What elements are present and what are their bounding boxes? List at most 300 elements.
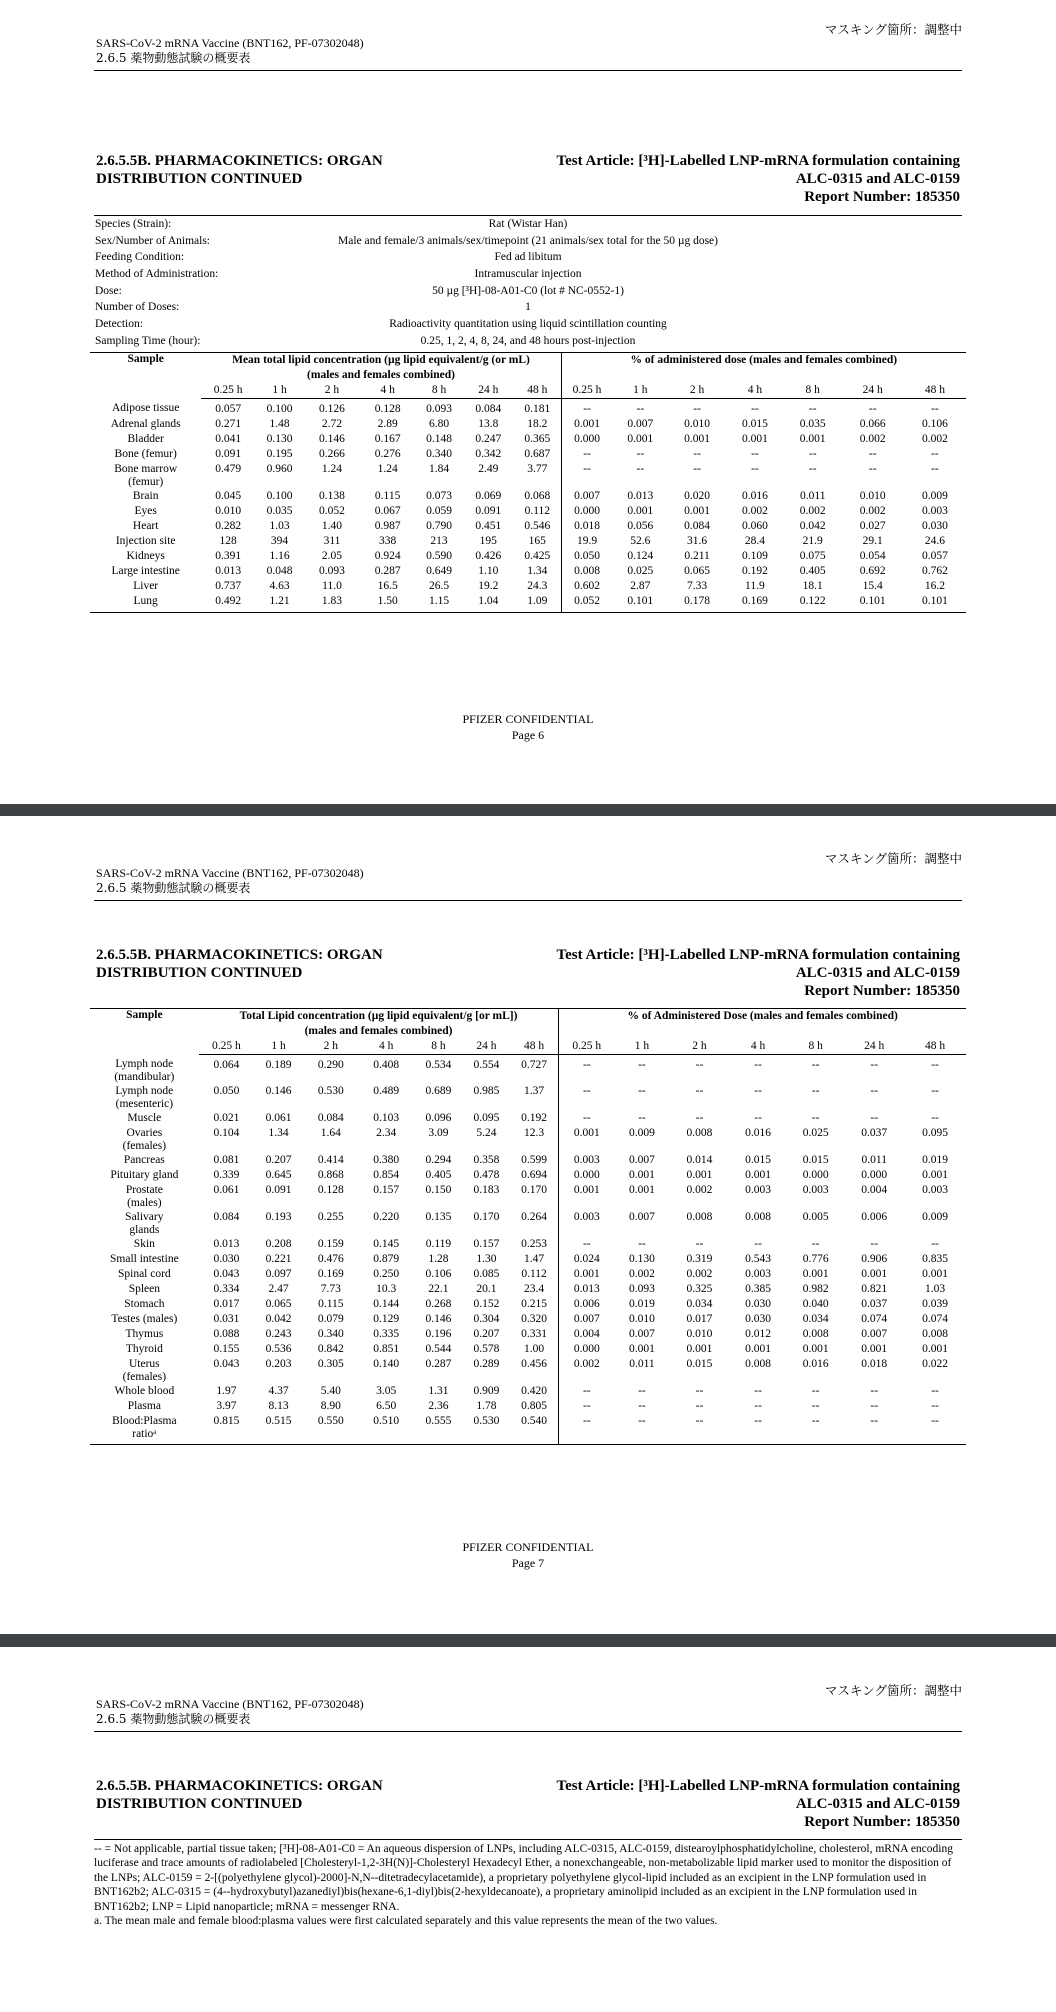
dose-percent-value: 1.03 — [924, 1282, 946, 1295]
section-title — [96, 152, 383, 188]
concentration-value: 0.276 — [374, 448, 401, 460]
table-row — [90, 1399, 966, 1414]
concentration-value: 0.530 — [463, 1414, 510, 1445]
dose-percent-value: 0.057 — [921, 550, 948, 562]
time-header: 48 h — [514, 383, 561, 399]
time-header: 48 h — [510, 1039, 559, 1055]
sample-name-line: Whole blood — [114, 1384, 175, 1397]
header-rule — [94, 1731, 962, 1732]
dose-percent-value: 0.015 — [745, 1153, 772, 1166]
concentration-value: 0.289 — [473, 1357, 500, 1370]
sample-name — [90, 1210, 199, 1237]
dose-percent-value: 0.001 — [627, 433, 654, 445]
section-title-line1: 2.6.5.5B. PHARMACOKINETICS: ORGAN — [96, 153, 383, 169]
sample-name — [90, 462, 201, 489]
concentration-value: 1.97 — [216, 1384, 237, 1397]
dose-percent-value: -- — [754, 1384, 762, 1397]
sample-name-line: (males) — [127, 1196, 162, 1209]
table-row — [90, 1327, 966, 1342]
concentration-value: 0.420 — [521, 1384, 547, 1397]
time-header: 24 h — [463, 383, 514, 399]
table-row — [90, 399, 966, 418]
dose-percent-value: 0.178 — [668, 594, 726, 613]
dose-percent-value: -- — [754, 1111, 762, 1124]
column-header-sample: Sample — [90, 353, 201, 399]
sample-name-line: Injection site — [115, 535, 176, 547]
time-header: 1 h — [255, 383, 304, 399]
sample-name-line: Eyes — [134, 505, 157, 517]
dose-percent-value: 0.000 — [861, 1168, 888, 1181]
dose-percent-value: 0.095 — [922, 1126, 948, 1139]
sample-name — [90, 1126, 199, 1153]
dose-percent-value: 0.007 — [627, 418, 654, 430]
dose-percent-value: 0.008 — [745, 1210, 772, 1223]
report-number: Report Number: 185350 — [804, 189, 960, 205]
concentration-value: 0.115 — [318, 1297, 344, 1310]
dose-percent-value: 0.001 — [745, 1168, 772, 1181]
dose-percent-value: 18.1 — [802, 580, 823, 592]
dose-percent-value: 29.1 — [862, 535, 883, 547]
concentration-value: 0.221 — [265, 1252, 292, 1265]
dose-percent-value: 0.004 — [559, 1327, 614, 1342]
concentration-value: 0.146 — [425, 1312, 452, 1325]
group-header-line1: Total Lipid concentration (µg lipid equivalent/g [or mL]) — [239, 1010, 518, 1022]
concentration-value: 3.77 — [527, 463, 548, 475]
concentration-value: 0.150 — [425, 1183, 452, 1196]
dose-percent-value: 0.003 — [921, 505, 948, 517]
dose-percent-value: 0.543 — [745, 1252, 772, 1265]
dose-percent-value: 0.052 — [561, 594, 612, 613]
concentration-value: 0.126 — [319, 403, 345, 415]
meta-value: Radioactivity quantitation using liquid scintillation counting — [389, 318, 667, 331]
pk-table-page7 — [90, 1008, 966, 1445]
pk-table-page6 — [90, 352, 966, 613]
concentration-value: 0.084 — [475, 403, 502, 415]
dose-percent-value: 11.9 — [745, 580, 765, 592]
dose-percent-value: 0.169 — [726, 594, 784, 613]
concentration-value: 0.408 — [373, 1059, 400, 1071]
sample-name — [90, 1267, 199, 1282]
sample-name — [90, 1297, 199, 1312]
time-header: 2 h — [304, 383, 360, 399]
concentration-value: 0.599 — [521, 1153, 547, 1166]
sample-name — [90, 504, 201, 519]
meta-value: 1 — [525, 301, 531, 314]
concentration-value: 0.112 — [524, 505, 551, 517]
dose-percent-value: -- — [754, 1059, 762, 1071]
concentration-value: 8.13 — [268, 1399, 289, 1412]
concentration-value: 1.84 — [428, 463, 450, 475]
concentration-value: 1.15 — [415, 594, 462, 613]
dose-percent-value: 0.024 — [559, 1252, 614, 1267]
sample-name — [90, 399, 201, 418]
dose-percent-value: -- — [693, 403, 701, 415]
dose-percent-value: 24.6 — [924, 535, 945, 547]
concentration-value: 0.550 — [303, 1414, 358, 1445]
sample-name — [90, 1384, 199, 1399]
table-row — [90, 1183, 966, 1210]
dose-percent-value: 0.211 — [684, 550, 710, 562]
dose-percent-value: -- — [559, 1414, 614, 1445]
meta-label: Species (Strain): — [95, 218, 172, 230]
dose-percent-value: 0.050 — [561, 549, 612, 564]
concentration-value: 0.059 — [426, 505, 452, 517]
concentration-value: 0.985 — [473, 1084, 500, 1097]
dose-percent-value: -- — [808, 403, 817, 415]
dose-percent-value: -- — [561, 462, 612, 489]
dose-percent-value: -- — [870, 1399, 879, 1412]
dose-percent-value: 0.014 — [686, 1153, 713, 1166]
table-row — [90, 579, 966, 594]
table-row — [90, 1111, 966, 1126]
sample-name — [90, 519, 201, 534]
dose-percent-value: 0.001 — [629, 1342, 655, 1355]
table-row — [90, 1237, 966, 1252]
concentration-value: 0.250 — [373, 1267, 400, 1280]
dose-percent-value: 0.013 — [627, 490, 654, 502]
dose-percent-value: -- — [870, 1084, 879, 1097]
dose-percent-value: -- — [559, 1111, 614, 1126]
dose-percent-value: -- — [931, 1384, 939, 1397]
dose-percent-value: -- — [559, 1384, 614, 1399]
concentration-value: 1.10 — [478, 565, 499, 577]
column-header-sample: Sample — [90, 1009, 199, 1055]
concentration-value: 0.689 — [425, 1084, 452, 1097]
group-header-dose: % of administered dose (males and females combined) — [561, 353, 966, 384]
dose-percent-value: 0.009 — [922, 1210, 948, 1223]
page-8 — [0, 1647, 1056, 2012]
concentration-value: 0.425 — [524, 550, 551, 562]
time-header: 24 h — [842, 383, 904, 399]
dose-percent-value: 0.001 — [861, 1342, 888, 1355]
concentration-value: 2.05 — [321, 550, 343, 562]
concentration-value: 0.052 — [319, 505, 345, 517]
concentration-value: 0.546 — [524, 520, 551, 532]
dose-percent-value: 0.101 — [842, 594, 904, 613]
concentration-value: 0.391 — [215, 550, 242, 562]
dose-percent-value: -- — [754, 1399, 762, 1412]
concentration-value: 0.169 — [317, 1267, 344, 1280]
time-header: 0.25 h — [559, 1039, 614, 1055]
dose-percent-value: -- — [729, 1414, 787, 1445]
concentration-value: 0.578 — [473, 1342, 500, 1355]
dose-percent-value: 0.013 — [559, 1282, 614, 1297]
dose-percent-value: 0.008 — [686, 1126, 713, 1139]
table-header-row — [90, 353, 966, 384]
dose-percent-value: 31.6 — [687, 535, 708, 547]
dose-percent-value: 0.821 — [861, 1282, 888, 1295]
dose-percent-value: 0.003 — [745, 1267, 772, 1280]
meta-value: 50 µg [³H]-08-A01-C0 (lot # NC-0552-1) — [432, 284, 624, 297]
dose-percent-value: -- — [870, 1111, 879, 1124]
dose-percent-value: 0.007 — [559, 1312, 614, 1327]
dose-percent-value: 0.011 — [861, 1153, 887, 1166]
page-6 — [0, 0, 1056, 804]
concentration-value: 0.451 — [475, 520, 502, 532]
concentration-value: 0.085 — [473, 1267, 500, 1280]
sample-name — [90, 534, 201, 549]
page-number: Page 7 — [511, 1556, 545, 1570]
dose-percent-value: -- — [931, 448, 939, 460]
concentration-value: 0.554 — [473, 1059, 500, 1071]
concentration-value: 0.157 — [473, 1237, 500, 1250]
concentration-value: 0.534 — [425, 1059, 452, 1071]
dose-percent-value: -- — [754, 1084, 762, 1097]
meta-value: Male and female/3 animals/sex/timepoint (21 animals/sex total for the 50 µg dose) — [338, 234, 718, 247]
concentration-value: 0.129 — [373, 1312, 400, 1325]
dose-percent-value: 0.001 — [627, 505, 654, 517]
sample-name-line: Spleen — [128, 1282, 160, 1295]
dose-percent-value: 0.000 — [559, 1342, 614, 1357]
concentration-value: 1.83 — [304, 594, 360, 613]
dose-percent-value: -- — [695, 1399, 704, 1412]
table-header-row — [90, 1009, 966, 1040]
sample-name-line: Lymph node — [115, 1084, 174, 1097]
table-row — [90, 1267, 966, 1282]
concentration-value: 0.305 — [317, 1357, 344, 1370]
dose-percent-value: 0.007 — [861, 1327, 888, 1340]
time-header: 4 h — [726, 383, 784, 399]
dose-percent-value: 0.405 — [799, 565, 826, 577]
concentration-value: 0.010 — [215, 505, 242, 517]
concentration-value: 26.5 — [428, 580, 450, 592]
concentration-value: 0.152 — [473, 1297, 500, 1310]
concentration-value: 0.091 — [475, 505, 502, 517]
dose-percent-value: 0.012 — [745, 1327, 772, 1340]
concentration-value: 0.536 — [265, 1342, 292, 1355]
concentration-value: 0.426 — [475, 550, 502, 562]
meta-label: Method of Administration: — [95, 268, 219, 281]
concentration-value: 0.065 — [265, 1297, 292, 1310]
time-header: 8 h — [787, 1039, 845, 1055]
dose-percent-value: 0.010 — [629, 1312, 655, 1325]
dose-percent-value: -- — [808, 463, 817, 475]
dose-percent-value: 0.035 — [799, 418, 826, 430]
concentration-value: 0.170 — [473, 1210, 500, 1223]
meta-row — [94, 249, 962, 266]
concentration-value: 0.095 — [473, 1111, 500, 1124]
dose-percent-value: -- — [808, 448, 817, 460]
dose-percent-value: -- — [931, 463, 939, 475]
dose-percent-value: 0.001 — [922, 1267, 948, 1280]
sample-name-line: Kidneys — [126, 550, 165, 562]
masking-note: マスキング箇所：調整中 — [824, 22, 962, 37]
concentration-value: 3.09 — [428, 1126, 449, 1139]
dose-percent-value: 0.000 — [802, 1168, 829, 1181]
dose-percent-value: 0.008 — [561, 564, 612, 579]
sample-name-line: Muscle — [127, 1111, 162, 1124]
concentration-value: 0.119 — [425, 1237, 452, 1250]
concentration-value: 0.088 — [213, 1327, 240, 1340]
concentration-value: 0.067 — [374, 505, 401, 517]
concentration-value: 0.073 — [426, 490, 452, 502]
dose-percent-value: 0.001 — [684, 505, 710, 517]
dose-percent-value: 7.33 — [687, 580, 708, 592]
concentration-value: 0.061 — [265, 1111, 292, 1124]
time-header: 1 h — [614, 1039, 669, 1055]
dose-percent-value: 0.007 — [629, 1153, 655, 1166]
sample-name-line: (mesenteric) — [115, 1097, 174, 1110]
dose-percent-value: -- — [636, 403, 645, 415]
sample-name — [90, 489, 201, 504]
dose-percent-value: -- — [614, 1414, 669, 1445]
concentration-value: 0.096 — [425, 1111, 452, 1124]
concentration-value: 1.64 — [320, 1126, 341, 1139]
dose-percent-value: -- — [754, 1237, 762, 1250]
concentration-value: 0.645 — [265, 1168, 292, 1181]
dose-percent-value: -- — [751, 448, 759, 460]
doc-header-line1: SARS-CoV-2 mRNA Vaccine (BNT162, PF-07302048) — [96, 866, 364, 880]
dose-percent-value: 0.000 — [561, 504, 612, 519]
time-header: 4 h — [360, 383, 416, 399]
test-article — [557, 946, 961, 1000]
meta-row — [94, 299, 962, 316]
concentration-value: 0.042 — [265, 1312, 292, 1325]
dose-percent-value: 0.017 — [686, 1312, 713, 1325]
footnote-abbreviations: -- = Not applicable, partial tissue taken; [³H]-08-A01-C0 = An aqueous dispersion of LNPs, including ALC-0315, ALC-0159, distearoylphosphatidylcholine, cholesterol, mRNA encoding luciferase and trace amounts of radiolabeled [Cholesteryl-1,2-3H(N)]-Cholesteryl Hexadecyl Ether, a nonexchangeable, non-metabolizable lipid marker used to monitor the disposition of the LNPs; ALC-0159 = 2-[(polyethylene glycol)-2000]-N,N--ditetradecylacetamide), a proprietary polyethylene glycol-lipid included as an excipient in the LNP formulation used in BNT162b2; ALC-0315 = (4--hydroxybutyl)azanediyl)bis(hexane-6,1-diyl)bis(2-hexyldecanoate), a proprietary aminolipid included as an excipient in the LNP formulation used in BNT162b2; LNP = Lipid nanoparticle; mRNA = messenger RNA. — [94, 1843, 953, 1913]
table-row — [90, 1384, 966, 1399]
concentration-value: 19.2 — [478, 580, 499, 592]
masking-note: マスキング箇所：調整中 — [824, 851, 962, 866]
sample-name-line: Spinal cord — [117, 1267, 171, 1280]
concentration-value: 0.264 — [521, 1210, 547, 1223]
concentration-value: 2.36 — [428, 1399, 449, 1412]
group-header-concentration — [199, 1009, 559, 1040]
concentration-value: 18.2 — [527, 418, 548, 430]
dose-percent-value: -- — [868, 403, 877, 415]
header-rule — [94, 70, 962, 71]
concentration-value: 0.013 — [213, 1237, 240, 1250]
report-number: Report Number: 185350 — [804, 1814, 960, 1830]
concentration-value: 0.515 — [254, 1414, 303, 1445]
concentration-value: 0.170 — [521, 1183, 547, 1196]
concentration-value: 0.068 — [524, 490, 551, 502]
test-article-line2: ALC-0315 and ALC-0159 — [795, 1796, 960, 1812]
table-row — [90, 1357, 966, 1384]
dose-percent-value: 0.020 — [684, 490, 710, 502]
concentration-value: 22.1 — [428, 1282, 449, 1295]
concentration-value: 23.4 — [524, 1282, 545, 1295]
concentration-value: 1.31 — [428, 1384, 449, 1397]
table-row — [90, 432, 966, 447]
dose-percent-value: -- — [811, 1084, 820, 1097]
sample-name-line: Lung — [133, 595, 158, 607]
dose-percent-value: 0.906 — [861, 1252, 888, 1265]
concentration-value: 0.043 — [213, 1267, 240, 1280]
dose-percent-value: 0.075 — [799, 550, 826, 562]
concentration-value: 0.159 — [317, 1237, 344, 1250]
sample-name-line: Pituitary gland — [110, 1168, 179, 1181]
concentration-value: 0.144 — [373, 1297, 400, 1310]
sample-name — [90, 1237, 199, 1252]
concentration-value: 0.320 — [521, 1312, 547, 1325]
dose-percent-value: 0.130 — [629, 1252, 655, 1265]
concentration-value: 0.061 — [213, 1183, 240, 1196]
table-row — [90, 447, 966, 462]
dose-percent-value: 0.003 — [922, 1183, 948, 1196]
concentration-value: 0.103 — [373, 1111, 400, 1124]
concentration-value: 311 — [323, 535, 341, 547]
concentration-value: 0.035 — [266, 505, 293, 517]
meta-row — [94, 283, 962, 300]
dose-percent-value: 0.030 — [745, 1312, 772, 1325]
concentration-value: 1.04 — [463, 594, 514, 613]
time-header: 4 h — [729, 1039, 787, 1055]
concentration-value: 1.24 — [377, 463, 398, 475]
dose-percent-value: 0.001 — [922, 1342, 948, 1355]
concentration-value: 0.737 — [215, 580, 242, 592]
meta-value: Intramuscular injection — [474, 268, 582, 281]
dose-percent-value: 0.010 — [859, 490, 886, 502]
concentration-value: 0.854 — [373, 1168, 400, 1181]
concentration-value: 0.687 — [524, 448, 551, 460]
concentration-value: 1.03 — [269, 520, 290, 532]
sample-name-line: Salivary — [125, 1210, 164, 1223]
time-header: 2 h — [670, 1039, 730, 1055]
concentration-value: 1.00 — [524, 1342, 545, 1355]
dose-percent-value: -- — [811, 1059, 820, 1071]
time-header: 4 h — [359, 1039, 414, 1055]
section-title-line1: 2.6.5.5B. PHARMACOKINETICS: ORGAN — [96, 947, 383, 963]
dose-percent-value: 0.001 — [559, 1267, 614, 1282]
concentration-value: 0.148 — [426, 433, 452, 445]
sample-name — [90, 1055, 199, 1084]
dose-percent-value: -- — [904, 1414, 966, 1445]
dose-percent-value: 0.022 — [922, 1357, 948, 1370]
concentration-value: 24.3 — [527, 580, 548, 592]
concentration-value: 0.030 — [213, 1252, 240, 1265]
dose-percent-value: 0.002 — [741, 505, 768, 517]
concentration-value: 0.192 — [521, 1111, 547, 1124]
sample-name-line: Small intestine — [110, 1252, 179, 1265]
dose-percent-value: -- — [561, 447, 612, 462]
dose-percent-value: 0.106 — [921, 418, 948, 430]
time-header: 0.25 h — [199, 1039, 254, 1055]
sample-name-line: Lymph node — [115, 1057, 174, 1070]
sample-name-line: Uterus — [129, 1357, 160, 1370]
concentration-value: 0.879 — [373, 1252, 400, 1265]
table-row — [90, 519, 966, 534]
concentration-value: 0.048 — [266, 565, 293, 577]
group-header-line1: Mean total lipid concentration (µg lipid equivalent/g (or mL) — [232, 354, 530, 366]
dose-percent-value: -- — [695, 1111, 704, 1124]
dose-percent-value: 0.001 — [922, 1168, 948, 1181]
time-header-row — [90, 383, 966, 399]
time-header: 48 h — [904, 1039, 966, 1055]
dose-percent-value: 0.019 — [922, 1153, 948, 1166]
concentration-value: 0.181 — [524, 403, 551, 415]
footnote-a: a. The mean male and female blood:plasma values were first calculated separately and this value represents the mean of the two values. — [94, 1915, 718, 1928]
dose-percent-value: 0.019 — [629, 1297, 655, 1310]
study-metadata — [94, 215, 962, 350]
concentration-value: 0.960 — [266, 463, 293, 475]
dose-percent-value: 0.066 — [859, 418, 886, 430]
sample-name — [90, 1168, 199, 1183]
dose-percent-value: 0.002 — [859, 505, 886, 517]
concentration-value: 0.365 — [524, 433, 551, 445]
concentration-value: 0.100 — [266, 403, 293, 415]
concentration-value: 0.167 — [374, 433, 401, 445]
table-row — [90, 1252, 966, 1267]
sample-name-line: Ovaries — [126, 1126, 163, 1139]
dose-percent-value: 0.101 — [612, 594, 668, 613]
table-row — [90, 417, 966, 432]
dose-percent-value: 0.008 — [686, 1210, 713, 1223]
concentration-value: 0.097 — [265, 1267, 292, 1280]
section-title-line1: 2.6.5.5B. PHARMACOKINETICS: ORGAN — [96, 1778, 383, 1794]
concentration-value: 1.37 — [524, 1084, 545, 1097]
dose-percent-value: -- — [870, 1237, 879, 1250]
